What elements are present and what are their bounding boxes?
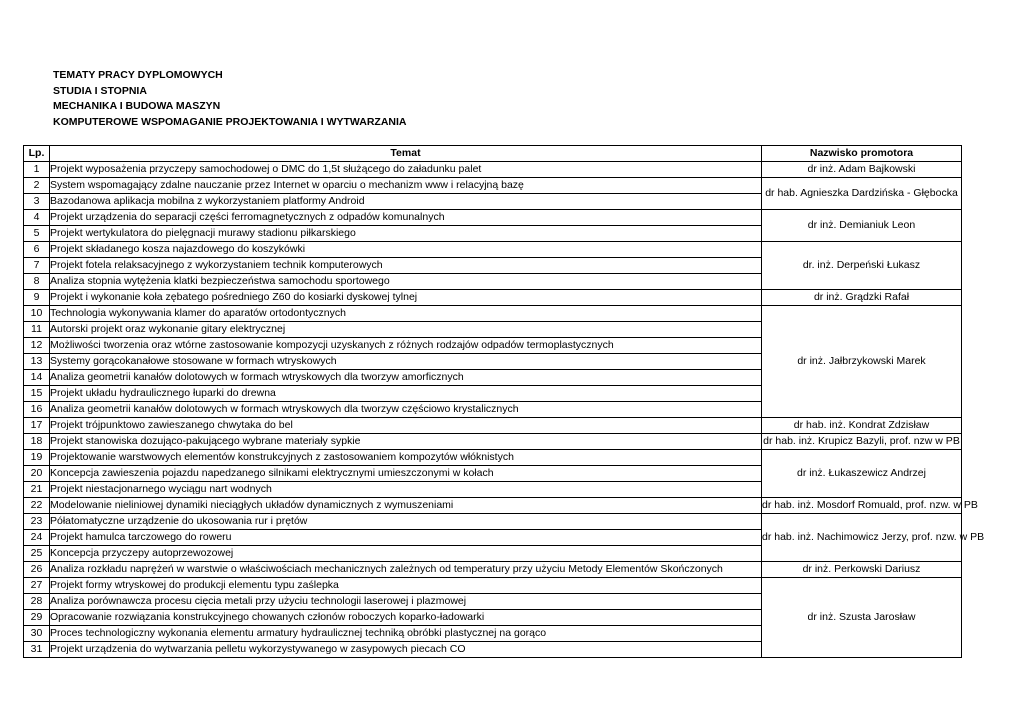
- row-number: 7: [24, 258, 50, 274]
- row-topic: Projekt niestacjonarnego wyciągu nart wodnych: [50, 482, 762, 498]
- row-topic: System wspomagający zdalne nauczanie przez Internet w oparciu o mechanizm www i relacyjną bazę: [50, 178, 762, 194]
- row-number: 21: [24, 482, 50, 498]
- row-number: 27: [24, 578, 50, 594]
- row-number: 13: [24, 354, 50, 370]
- row-promotor: dr hab. inż. Nachimowicz Jerzy, prof. nzw. w PB: [762, 514, 962, 562]
- row-topic: Systemy gorącokanałowe stosowane w formach wtryskowych: [50, 354, 762, 370]
- row-number: 24: [24, 530, 50, 546]
- table-row: [24, 578, 962, 594]
- row-topic: Projekt trójpunktowo zawieszanego chwytaka do bel: [50, 418, 762, 434]
- row-topic: Opracowanie rozwiązania konstrukcyjnego chowanych członów roboczych koparko-ładowarki: [50, 610, 762, 626]
- row-number: 19: [24, 450, 50, 466]
- row-topic: Projekt urządzenia do wytwarzania pelletu wykorzystywanego w zasypowych piecach CO: [50, 642, 762, 658]
- heading-line-2: STUDIA I STOPNIA: [53, 84, 147, 97]
- row-number: 3: [24, 194, 50, 210]
- table-row: [24, 498, 962, 514]
- row-promotor: dr inż. Grądzki Rafał: [762, 290, 962, 306]
- row-topic: Autorski projekt oraz wykonanie gitary elektrycznej: [50, 322, 762, 338]
- table-row: [24, 242, 962, 258]
- table-row: [24, 418, 962, 434]
- row-topic: Projekt stanowiska dozująco-pakującego wybrane materiały sypkie: [50, 434, 762, 450]
- row-topic: Projekt hamulca tarczowego do roweru: [50, 530, 762, 546]
- row-number: 26: [24, 562, 50, 578]
- row-number: 14: [24, 370, 50, 386]
- row-promotor: dr hab. Agnieszka Dardzińska - Głębocka: [762, 178, 962, 210]
- row-number: 30: [24, 626, 50, 642]
- row-topic: Analiza geometrii kanałów dolotowych w formach wtryskowych dla tworzyw częściowo krystalicznych: [50, 402, 762, 418]
- row-promotor: dr inż. Adam Bajkowski: [762, 162, 962, 178]
- row-number: 5: [24, 226, 50, 242]
- row-topic: Półatomatyczne urządzenie do ukosowania rur i prętów: [50, 514, 762, 530]
- row-promotor: dr hab. inż. Krupicz Bazyli, prof. nzw w PB: [762, 434, 962, 450]
- table-row: [24, 450, 962, 466]
- row-topic: Projekt formy wtryskowej do produkcji elementu typu zaślepka: [50, 578, 762, 594]
- heading-line-3: MECHANIKA I BUDOWA MASZYN: [53, 100, 221, 112]
- row-number: 18: [24, 434, 50, 450]
- row-topic: Projekt składanego kosza najazdowego do koszykówki: [50, 242, 762, 258]
- row-topic: Projekt urządzenia do separacji części ferromagnetycznych z odpadów komunalnych: [50, 210, 762, 226]
- row-topic: Koncepcja zawieszenia pojazdu napedzanego silnikami elektrycznymi umieszczonymi w kołach: [50, 466, 762, 482]
- table-row: [24, 434, 962, 450]
- row-number: 2: [24, 178, 50, 194]
- row-topic: Projektowanie warstwowych elementów konstrukcyjnych z zastosowaniem kompozytów włóknistych: [50, 450, 762, 466]
- row-number: 31: [24, 642, 50, 658]
- row-number: 20: [24, 466, 50, 482]
- row-promotor: dr inż. Szusta Jarosław: [762, 578, 962, 658]
- row-promotor: dr inż. Perkowski Dariusz: [762, 562, 962, 578]
- document-heading: [53, 68, 407, 130]
- header-lp: Lp.: [24, 146, 50, 162]
- row-number: 11: [24, 322, 50, 338]
- row-topic: Proces technologiczny wykonania elementu armatury hydraulicznej techniką obróbki plastycznej na gorąco: [50, 626, 762, 642]
- row-topic: Projekt wyposażenia przyczepy samochodowej o DMC do 1,5t służącego do załadunku palet: [50, 162, 762, 178]
- row-promotor: dr hab. inż. Kondrat Zdzisław: [762, 418, 962, 434]
- table-row: [24, 562, 962, 578]
- row-topic: Analiza geometrii kanałów dolotowych w formach wtryskowych dla tworzyw amorficznych: [50, 370, 762, 386]
- row-promotor: dr inż. Łukaszewicz Andrzej: [762, 450, 962, 498]
- table-row: [24, 210, 962, 226]
- header-promotor: Nazwisko promotora: [762, 146, 962, 162]
- row-promotor: dr inż. Jałbrzykowski Marek: [762, 306, 962, 418]
- row-promotor: dr hab. inż. Mosdorf Romuald, prof. nzw. w PB: [762, 498, 962, 514]
- row-topic: Koncepcja przyczepy autoprzewozowej: [50, 546, 762, 562]
- row-number: 28: [24, 594, 50, 610]
- row-number: 23: [24, 514, 50, 530]
- header-temat: Temat: [50, 146, 762, 162]
- row-number: 22: [24, 498, 50, 514]
- row-number: 25: [24, 546, 50, 562]
- table-header-row: [24, 146, 962, 162]
- row-number: 29: [24, 610, 50, 626]
- row-number: 16: [24, 402, 50, 418]
- row-number: 8: [24, 274, 50, 290]
- row-topic: Modelowanie nieliniowej dynamiki nieciągłych układów dynamicznych z wymuszeniami: [50, 498, 762, 514]
- row-number: 6: [24, 242, 50, 258]
- row-number: 4: [24, 210, 50, 226]
- row-topic: Projekt wertykulatora do pielęgnacji murawy stadionu piłkarskiego: [50, 226, 762, 242]
- row-topic: Analiza porównawcza procesu cięcia metali przy użyciu technologii laserowej i plazmowej: [50, 594, 762, 610]
- topics-table: [23, 145, 985, 658]
- row-topic: Projekt i wykonanie koła zębatego pośredniego Z60 do kosiarki dyskowej tylnej: [50, 290, 762, 306]
- table-body: [24, 162, 985, 658]
- table-row: [24, 162, 962, 178]
- row-topic: Technologia wykonywania klamer do aparatów ortodontycznych: [50, 306, 762, 322]
- row-number: 9: [24, 290, 50, 306]
- row-number: 12: [24, 338, 50, 354]
- row-promotor: dr. inż. Derpeński Łukasz: [762, 242, 962, 290]
- row-promotor: dr inż. Demianiuk Leon: [762, 210, 962, 242]
- row-topic: Możliwości tworzenia oraz wtórne zastosowanie kompozycji uzyskanych z różnych rodzajów odpadów termoplastycznych: [50, 338, 762, 354]
- row-topic: Analiza rozkładu naprężeń w warstwie o właściwościach mechanicznych zależnych od temperatury przy użyciu Metody Elementów Skończonych: [50, 562, 762, 578]
- row-topic: Projekt układu hydraulicznego łuparki do drewna: [50, 386, 762, 402]
- row-topic: Projekt fotela relaksacyjnego z wykorzystaniem technik komputerowych: [50, 258, 762, 274]
- row-number: 10: [24, 306, 50, 322]
- row-number: 17: [24, 418, 50, 434]
- table-row: [24, 290, 962, 306]
- row-topic: Bazodanowa aplikacja mobilna z wykorzystaniem platformy Android: [50, 194, 762, 210]
- table-row: [24, 178, 962, 194]
- row-number: 1: [24, 162, 50, 178]
- heading-line-4: KOMPUTEROWE WSPOMAGANIE PROJEKTOWANIA I WYTWARZANIA: [53, 115, 407, 128]
- row-topic: Analiza stopnia wytężenia klatki bezpieczeństwa samochodu sportowego: [50, 274, 762, 290]
- table-row: [24, 306, 962, 322]
- row-number: 15: [24, 386, 50, 402]
- table-row: [24, 514, 962, 530]
- heading-line-1: TEMATY PRACY DYPLOMOWYCH: [53, 69, 223, 81]
